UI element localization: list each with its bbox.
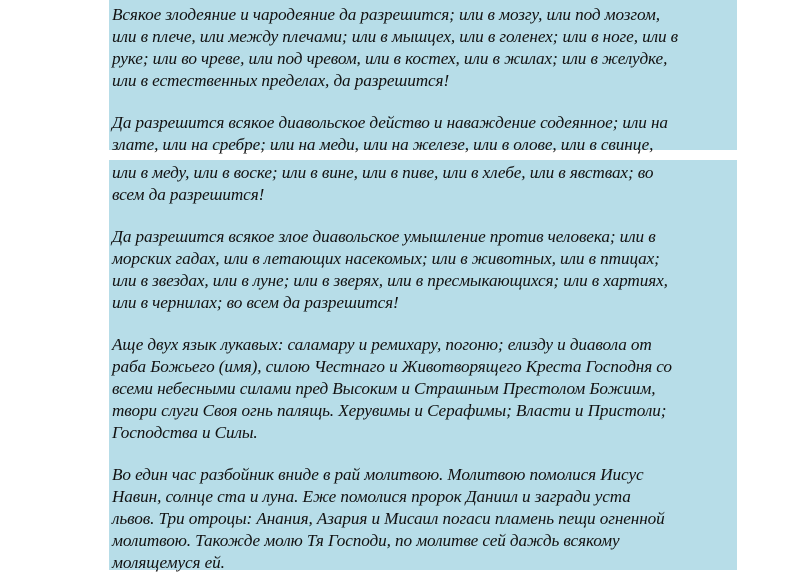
paragraph bbox=[112, 334, 733, 444]
paragraph bbox=[112, 112, 733, 156]
text-line: или в плече, или между плечами; или в мышцех, или в голенех; или в ноге, или в bbox=[112, 27, 679, 46]
paragraph bbox=[112, 4, 733, 92]
text-panel-top bbox=[109, 0, 737, 154]
text-panel-bottom bbox=[109, 160, 737, 570]
paragraph-gap bbox=[112, 314, 733, 334]
paragraph-gap bbox=[112, 92, 733, 112]
paragraph bbox=[112, 162, 733, 206]
text-line: раба Божьего (имя), силою Честнаго и Животворящего Креста Господня со bbox=[112, 357, 672, 376]
text-line: Всякое злодеяние и чародеяние да разрешится; или в мозгу, или под мозгом, bbox=[112, 5, 660, 24]
text-line: Аще двух язык лукавых: саламару и ремихару, погоню; елизду и диавола от bbox=[112, 335, 652, 354]
text-line: или в звездах, или в луне; или в зверях, или в пресмыкающихся; или в хартиях, bbox=[112, 271, 668, 290]
paragraph bbox=[112, 464, 733, 574]
text-line: всем да разрешится! bbox=[112, 185, 265, 204]
paragraph bbox=[112, 226, 733, 314]
text-line: твори слуги Своя огнь палящь. Херувимы и Серафимы; Власти и Пристоли; bbox=[112, 401, 667, 420]
text-line: всеми небесными силами пред Высоким и Страшным Престолом Божиим, bbox=[112, 379, 656, 398]
text-line: Навин, солнце ста и луна. Еже помолися пророк Даниил и загради уста bbox=[112, 487, 631, 506]
text-line: Да разрешится всякое диавольское действо и наваждение содеянное; или на bbox=[112, 113, 668, 132]
text-line: руке; или во чреве, или под чревом, или в костех, или в жилах; или в желудке, bbox=[112, 49, 668, 68]
text-line: Господства и Силы. bbox=[112, 423, 258, 442]
text-line: Во един час разбойник вниде в рай молитвою. Молитвою помолися Иисус bbox=[112, 465, 644, 484]
text-line: злате, или на сребре; или на меди, или на железе, или в олове, или в свинце, bbox=[112, 135, 654, 154]
text-line: морских гадах, или в летающих насекомых; или в животных, или в птицах; bbox=[112, 249, 660, 268]
text-line: или в меду, или в воске; или в вине, или в пиве, или в хлебе, или в явствах; во bbox=[112, 163, 654, 182]
text-line: Да разрешится всякое злое диавольское умышление против человека; или в bbox=[112, 227, 656, 246]
paragraph-gap bbox=[112, 444, 733, 464]
paragraph-gap bbox=[112, 206, 733, 226]
text-line: или в естественных пределах, да разрешится! bbox=[112, 71, 450, 90]
text-line: молитвою. Такожде молю Тя Господи, по молитве сей даждь всякому bbox=[112, 531, 620, 550]
text-line: молящемуся ей. bbox=[112, 553, 225, 572]
text-line: или в чернилах; во всем да разрешится! bbox=[112, 293, 399, 312]
text-line: львов. Три отроцы: Анания, Азария и Мисаил погаси пламень пещи огненной bbox=[112, 509, 665, 528]
